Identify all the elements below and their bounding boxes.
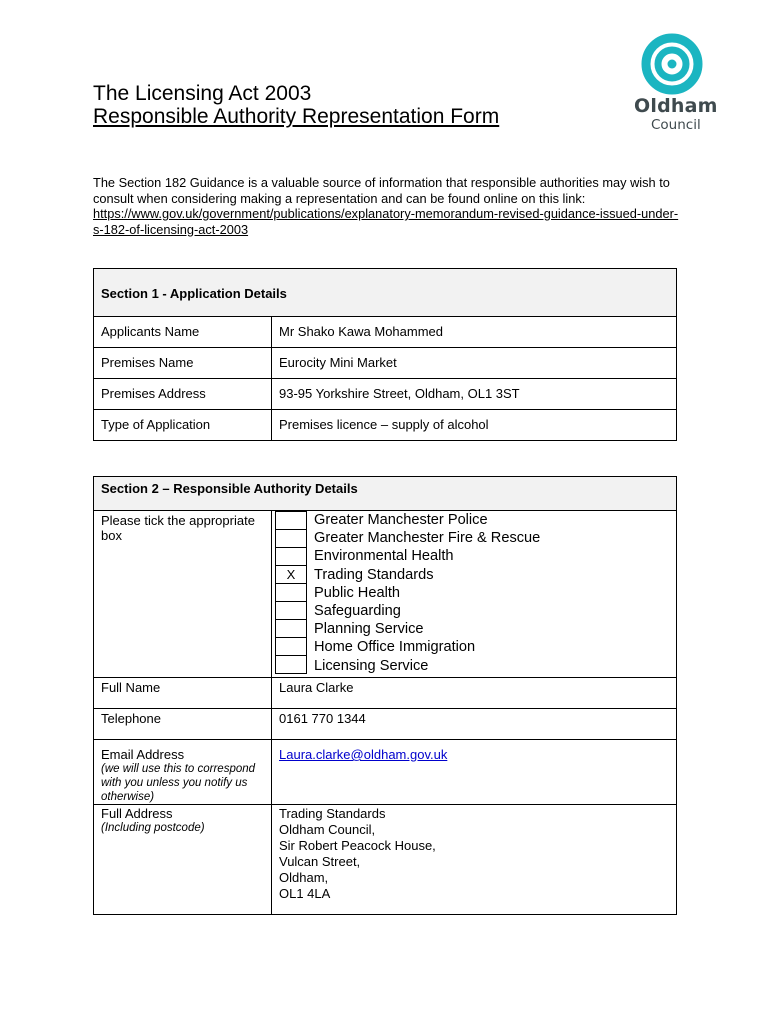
- address-line: Oldham Council,: [279, 822, 376, 837]
- checkbox-gm-police[interactable]: [276, 512, 307, 530]
- section1-heading: Section 1 - Application Details: [94, 269, 677, 317]
- authority-gm-fire: Greater Manchester Fire & Rescue: [314, 530, 541, 547]
- full-name-label: Full Name: [94, 678, 272, 709]
- authority-gm-police: Greater Manchester Police: [314, 512, 488, 528]
- table-row: [94, 410, 677, 441]
- email-note: (we will use this to correspond with you unless you notify us otherwise): [101, 763, 256, 803]
- table-row: [94, 348, 677, 379]
- authority-details-table: [93, 476, 677, 915]
- intro-text: The Section 182 Guidance is a valuable source of information that responsible authorities may wish to consult when considering making a representation and can be found online on this link:: [93, 175, 670, 206]
- full-name-value: Laura Clarke: [272, 678, 677, 709]
- checkbox-home-office-immigration[interactable]: [276, 638, 307, 656]
- authority-checklist: [272, 511, 669, 677]
- table-row: [94, 317, 677, 348]
- checkbox-safeguarding[interactable]: [276, 602, 307, 620]
- authority-environmental-health: Environmental Health: [314, 548, 454, 565]
- address-line: OL1 4LA: [279, 886, 331, 901]
- address-note: (Including postcode): [101, 822, 205, 834]
- address-value: [272, 805, 677, 915]
- checkbox-trading-standards[interactable]: X: [276, 566, 307, 584]
- checkbox-public-health[interactable]: [276, 584, 307, 602]
- address-line: Vulcan Street,: [279, 854, 361, 869]
- section2-heading: Section 2 – Responsible Authority Details: [94, 477, 677, 511]
- authority-public-health: Public Health: [314, 584, 400, 601]
- checkbox-planning-service[interactable]: [276, 620, 307, 638]
- email-label: Email Address: [101, 747, 185, 762]
- address-line: Sir Robert Peacock House,: [279, 838, 436, 853]
- checkbox-licensing-service[interactable]: [276, 656, 307, 674]
- applicants-name-label: Applicants Name: [94, 317, 272, 348]
- premises-name-value: Eurocity Mini Market: [272, 348, 677, 379]
- premises-address-label: Premises Address: [94, 379, 272, 410]
- premises-name-label: Premises Name: [94, 348, 272, 379]
- email-link[interactable]: Laura.clarke@oldham.gov.uk: [279, 747, 448, 762]
- telephone-label: Telephone: [94, 709, 272, 740]
- checkbox-environmental-health[interactable]: [276, 548, 307, 566]
- address-line: Trading Standards: [279, 806, 386, 821]
- authority-safeguarding: Safeguarding: [314, 602, 401, 619]
- logo-subtitle: Council: [651, 117, 701, 133]
- authority-licensing-service: Licensing Service: [314, 657, 429, 674]
- applicants-name-value: Mr Shako Kawa Mohammed: [272, 317, 677, 348]
- table-row: [94, 379, 677, 410]
- application-type-label: Type of Application: [94, 410, 272, 441]
- logo-name: Oldham: [634, 95, 718, 117]
- application-details-table: [93, 268, 677, 441]
- authority-trading-standards: Trading Standards: [314, 566, 434, 583]
- table-row: [94, 805, 677, 915]
- table-row: [94, 709, 677, 740]
- premises-address-value: 93-95 Yorkshire Street, Oldham, OL1 3ST: [272, 379, 677, 410]
- address-line: Oldham,: [279, 870, 329, 885]
- tick-instruction: Please tick the appropriate box: [94, 511, 272, 678]
- form-title: Responsible Authority Representation Form: [93, 105, 500, 128]
- tick-boxes: [275, 511, 307, 674]
- authority-names: [314, 511, 540, 675]
- page-title: The Licensing Act 2003: [93, 82, 312, 105]
- application-type-value: Premises licence – supply of alcohol: [272, 410, 677, 441]
- table-row: [94, 740, 677, 805]
- address-label: Full Address: [101, 806, 173, 821]
- checkbox-gm-fire[interactable]: [276, 530, 307, 548]
- telephone-value: 0161 770 1344: [272, 709, 677, 740]
- authority-planning-service: Planning Service: [314, 621, 424, 638]
- authority-home-office-immigration: Home Office Immigration: [314, 639, 476, 656]
- intro-paragraph: [93, 175, 683, 237]
- table-row: [94, 678, 677, 709]
- guidance-link[interactable]: https://www.gov.uk/government/publications/explanatory-memorandum-revised-guidance-issued-under-s-182-of-licensing-act-2003: [93, 206, 679, 237]
